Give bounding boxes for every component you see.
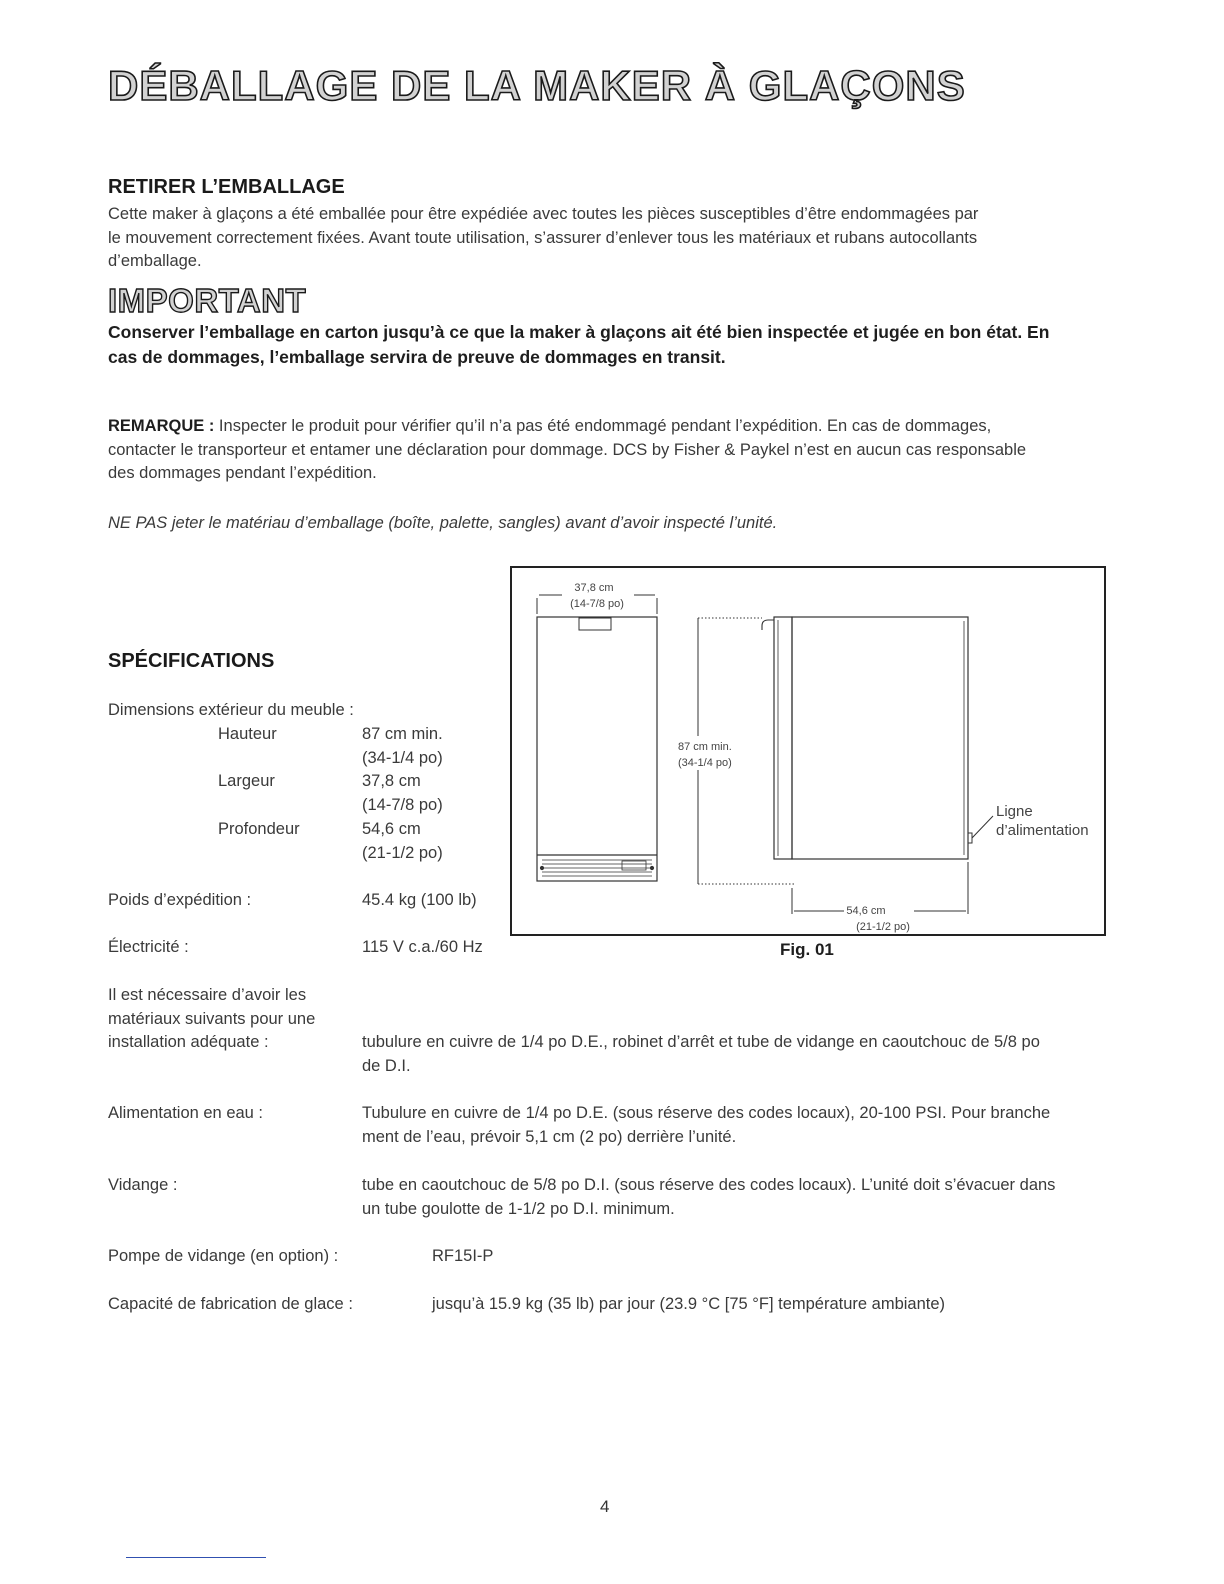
spec-materiaux-label-line: matériaux suivants pour une: [108, 1009, 316, 1028]
spec-largeur-value: 37,8 cm: [362, 772, 421, 790]
supply-line-label-1: Ligne: [996, 803, 1033, 820]
spec-vidange-label: Vidange :: [108, 1176, 178, 1194]
spec-vidange-value-line: tube en caoutchouc de 5/8 po D.I. (sous réserve des codes locaux). L’unité doit s’évacuer dans: [362, 1176, 1056, 1194]
footer-divider: [126, 1557, 266, 1558]
spec-largeur-label: Largeur: [218, 772, 275, 790]
front-view: [537, 617, 657, 881]
spec-dimensions-label: Dimensions extérieur du meuble :: [108, 701, 354, 719]
front-view-control-panel: [622, 861, 646, 870]
spec-materiaux-value-line: de D.I.: [362, 1056, 411, 1075]
spec-pompe-label: Pompe de vidange (en option) :: [108, 1247, 339, 1265]
figure-frame: [510, 566, 1106, 936]
retirer-paragraph: [108, 203, 1078, 274]
spec-eau-label: Alimentation en eau :: [108, 1104, 264, 1122]
side-view-cabinet: [792, 617, 968, 859]
specifications-heading: SPÉCIFICATIONS: [108, 650, 275, 672]
spec-materiaux-value-line: tubulure en cuivre de 1/4 po D.E., robinet d’arrêt et tube de vidange en caoutchouc de 5/8 po: [362, 1033, 1040, 1051]
front-view-cabinet: [537, 617, 657, 881]
spec-vidange-value-line: un tube goulotte de 1-1/2 po D.I. minimum.: [362, 1199, 675, 1218]
remarque-text: Inspecter le produit pour vérifier qu’il n’a pas été endommagé pendant l’expédition. En cas de dommages,: [214, 417, 992, 435]
ice-maker-diagram: [512, 568, 1104, 934]
remarque-line: des dommages pendant l’expédition.: [108, 464, 377, 482]
page-number: 4: [600, 1497, 610, 1516]
side-view-handle: [762, 620, 774, 630]
page-title: DÉBALLAGE DE LA MAKER À GLAÇONS: [108, 62, 966, 109]
important-line: Conserver l’emballage en carton jusqu’à ce que la maker à glaçons ait été bien inspectée et jugée en bon état. En: [108, 322, 1050, 342]
spec-elec-value: 115 V c.a./60 Hz: [362, 938, 483, 956]
spec-capacite-label: Capacité de fabrication de glace :: [108, 1295, 353, 1313]
spec-elec-label: Électricité :: [108, 938, 189, 956]
depth-cm-label: 54,6 cm: [846, 905, 886, 917]
front-screw: [651, 867, 654, 870]
important-paragraph: [108, 320, 1108, 370]
height-cm-label: 87 cm min.: [678, 741, 732, 753]
italic-note: NE PAS jeter le matériau d’emballage (boîte, palette, sangles) avant d’avoir inspecté l’unité.: [108, 514, 778, 532]
spec-profondeur-label: Profondeur: [218, 820, 300, 838]
spec-hauteur-sub: (34-1/4 po): [362, 749, 443, 767]
remarque-paragraph: [108, 415, 1118, 486]
spec-largeur-sub: (14-7/8 po): [362, 796, 443, 814]
important-line: cas de dommages, l’emballage servira de preuve de dommages en transit.: [108, 347, 726, 367]
spec-materiaux-value: [362, 1031, 1040, 1078]
spec-materiaux-label-line: installation adéquate :: [108, 1033, 269, 1051]
spec-eau-value: [362, 1102, 1050, 1149]
depth-in-label: (21-1/2 po): [856, 921, 910, 933]
figure-caption: Fig. 01: [780, 940, 834, 959]
spec-eau-value-line: Tubulure en cuivre de 1/4 po D.E. (sous réserve des codes locaux), 20-100 PSI. Pour branche: [362, 1104, 1051, 1122]
remarque-label: REMARQUE :: [108, 417, 215, 435]
remarque-line: [108, 415, 1118, 439]
section-heading-retirer: RETIRER L’EMBALLAGE: [108, 176, 345, 198]
spec-materiaux-label-line: Il est nécessaire d’avoir les: [108, 986, 307, 1004]
retirer-line: le mouvement correctement fixées. Avant toute utilisation, s’assurer d’enlever tous les matériaux et rubans autocollants: [108, 228, 978, 247]
remarque-line: contacter le transporteur et entamer une déclaration pour dommage. DCS by Fisher & Paykel n’est en aucun cas responsable: [108, 440, 1027, 459]
important-heading: IMPORTANT: [108, 282, 307, 319]
height-in-label: (34-1/4 po): [678, 757, 732, 769]
spec-vidange-value: [362, 1174, 1055, 1221]
spec-poids-value: 45.4 kg (100 lb): [362, 891, 477, 909]
width-in-label: (14-7/8 po): [570, 598, 624, 610]
spec-poids-label: Poids d’expédition :: [108, 891, 252, 909]
supply-line-leader: [972, 816, 993, 838]
spec-profondeur-sub: (21-1/2 po): [362, 844, 443, 862]
retirer-line: d’emballage.: [108, 252, 202, 270]
spec-profondeur-value: 54,6 cm: [362, 820, 421, 838]
front-view-handle: [579, 618, 611, 630]
retirer-line: Cette maker à glaçons a été emballée pour être expédiée avec toutes les pièces susceptibles d’être endommagées par: [108, 205, 979, 223]
width-cm-label: 37,8 cm: [574, 582, 614, 594]
side-view-door: [774, 617, 792, 859]
front-screw: [541, 867, 544, 870]
spec-eau-value-line: ment de l’eau, prévoir 5,1 cm (2 po) derrière l’unité.: [362, 1127, 737, 1146]
spec-capacite-value: jusqu’à 15.9 kg (35 lb) par jour (23.9 °C [75 °F] température ambiante): [432, 1295, 946, 1313]
spec-hauteur-label: Hauteur: [218, 725, 277, 743]
spec-pompe-value: RF15I-P: [432, 1247, 494, 1265]
supply-line-label-2: d’alimentation: [996, 822, 1089, 839]
spec-hauteur-value: 87 cm min.: [362, 725, 443, 743]
side-view: [762, 617, 972, 859]
spec-materiaux-label: [108, 984, 315, 1055]
